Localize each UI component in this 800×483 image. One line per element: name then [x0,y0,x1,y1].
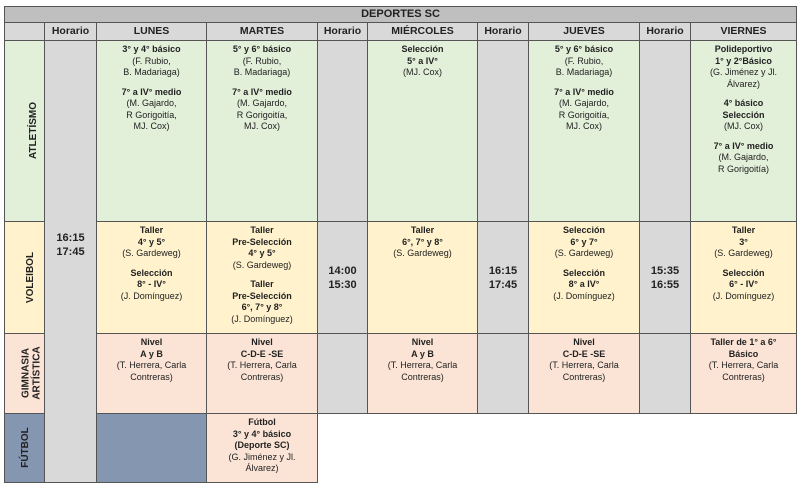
activity-title: 5° a IV° [407,55,438,66]
horario-miercoles-top [318,41,368,222]
activity-block [531,225,637,260]
activity-title: Taller [139,225,164,235]
activity-title: A y B [140,348,163,359]
cell-atletismo-jueves [529,41,640,222]
activity-title: Taller [250,279,274,289]
header-viernes: VIERNES [691,23,797,41]
table-title: DEPORTES SC [5,7,797,23]
activity-title: 3° y 4° básico [122,44,181,54]
activity-block [99,337,204,383]
time-start-viernes: 15:35 [650,264,680,277]
activity-title: 7° a IV° medio [554,86,614,97]
activity-title: Básico [728,348,759,359]
activity-title: Pre-Selección [232,236,292,247]
activity-title: A y B [411,348,434,359]
activity-title: Taller [250,225,274,235]
activity-instructor: (T. Herrera, Carla [387,360,458,370]
activity-title: Selección [562,225,606,235]
schedule-table [4,6,797,483]
activity-title: C-D-E -SE [240,348,284,359]
activity-instructor: (G. Jiménez y Jl. [228,451,296,462]
activity-block [531,87,637,133]
activity-block [531,44,637,79]
activity-title: Selección [401,44,444,54]
activity-instructor: (F. Rubio, [564,55,604,66]
activity-title: Polideportivo [714,44,773,54]
time-end-miercoles: 15:30 [328,278,357,291]
activity-instructor: (M. Gajardo, [558,98,609,108]
activity-instructor: (T. Herrera, Carla [708,360,779,370]
activity-title: 8° a IV° [568,279,600,289]
sport-label-voleibol [5,222,45,334]
activity-instructor: (M. Gajardo, [718,152,769,162]
activity-instructor: B. Madariaga) [555,67,613,77]
activity-title: Selección [722,267,765,278]
activity-instructor: (M. Gajardo, [126,98,177,108]
activity-instructor: (S. Gardeweg) [714,248,773,258]
activity-block [531,337,637,383]
activity-title: 1° y 2°Básico [715,55,772,66]
time-end-lunes-martes: 17:45 [56,246,85,258]
header-martes: MARTES [207,23,318,41]
header-horario-1: Horario [45,23,97,41]
activity-title: Fútbol [248,417,276,427]
activity-block [370,337,475,383]
activity-instructor: B. Madariaga) [233,67,291,77]
cell-voleibol-martes [207,222,318,334]
header-miercoles: MIÉRCOLES [368,23,478,41]
horario-miercoles [318,222,368,334]
header-lunes: LUNES [97,23,207,41]
horario-viernes [640,222,691,334]
cell-atletismo-lunes [97,41,207,222]
activity-title: 8° - IV° [137,279,166,289]
activity-title: Taller [731,225,756,235]
sport-name-gimnasia: GIMNASIA ARTÍSTICA [20,346,43,400]
activity-instructor: Contreras) [240,371,284,382]
activity-instructor: (S. Gardeweg) [122,248,181,258]
activity-instructor: (J. Domínguez) [712,290,775,301]
sport-name-atletismo: ATLETÍSMO [28,102,40,160]
activity-instructor: (T. Herrera, Carla [116,360,187,370]
activity-instructor: MJ. Cox) [566,121,602,131]
activity-title: 6° - IV° [729,279,758,289]
activity-instructor: (J. Domínguez) [553,290,615,301]
activity-instructor: R Gorigoitía, [558,109,610,120]
horario-jueves-top [478,41,529,222]
activity-instructor: MJ. Cox) [244,121,280,131]
cell-atletismo-viernes [691,41,797,222]
title-row [5,7,797,23]
activity-instructor: MJ. Cox) [133,121,170,131]
activity-block [99,268,204,303]
sport-name-futbol: FÚTBOL [19,427,31,469]
cell-voleibol-viernes [691,222,797,334]
activity-instructor: Álvarez) [727,78,761,89]
sport-name-voleibol: VOLEIBOL [25,251,37,303]
header-horario-2: Horario [318,23,368,41]
activity-title: Nivel [573,337,595,347]
activity-instructor: (M. Gajardo, [236,98,287,108]
row-futbol [5,414,797,483]
cell-atletismo-martes [207,41,318,222]
time-end-jueves: 17:45 [488,278,518,291]
activity-instructor: R Gorigoitía, [126,109,177,120]
activity-block [209,44,315,79]
activity-title: 4° y 5° [137,236,166,247]
activity-instructor: (MJ. Cox) [403,67,442,77]
activity-title: C-D-E -SE [562,348,606,359]
activity-title: (Deporte SC) [234,440,290,450]
activity-block [693,268,794,303]
time-start-miercoles: 14:00 [328,264,357,277]
time-end-viernes: 16:55 [650,278,680,291]
activity-block [99,225,204,260]
activity-title: 6° y 7° [570,236,598,247]
horario-lunes-martes [45,41,97,483]
activity-instructor: (J. Domínguez) [120,290,183,301]
header-horario-3: Horario [478,23,529,41]
activity-instructor: Contreras) [562,371,606,382]
horario-jueves [478,222,529,334]
horario-viernes-top [640,41,691,222]
activity-block [693,141,794,176]
activity-block [693,98,794,133]
activity-block [209,417,315,475]
activity-instructor: B. Madariaga) [123,67,180,77]
activity-block [531,268,637,303]
activity-block [693,225,794,260]
horario-miercoles-bottom [318,334,368,414]
cell-gimnasia-viernes [691,334,797,414]
horario-viernes-bottom [640,334,691,414]
time-start-jueves: 16:15 [488,264,518,277]
activity-title: 7° a IV° medio [713,140,774,151]
row-gimnasia [5,334,797,414]
activity-title: Nivel [251,337,273,347]
activity-instructor: Álvarez) [245,463,279,473]
header-blank [5,23,45,41]
activity-title: 5° y 6° básico [554,44,614,54]
activity-instructor: (T. Herrera, Carla [549,360,619,370]
activity-title: Nivel [411,337,434,347]
sport-label-atletismo [5,41,45,222]
header-horario-4: Horario [640,23,691,41]
activity-title: 3° [739,236,748,247]
sport-label-futbol [5,414,45,483]
horario-jueves-bottom [478,334,529,414]
row-voleibol [5,222,797,334]
activity-block [99,87,204,133]
activity-instructor: (F. Rubio, [132,55,171,66]
activity-instructor: (F. Rubio, [242,55,282,66]
activity-instructor: (S. Gardeweg) [393,248,452,258]
activity-instructor: (J. Domínguez) [231,313,293,324]
activity-title: 7° a IV° medio [232,86,292,97]
cell-voleibol-jueves [529,222,640,334]
activity-instructor: (G. Jiménez y Jl. [710,67,778,77]
cell-gimnasia-jueves [529,334,640,414]
cell-voleibol-miercoles [368,222,478,334]
cell-gimnasia-lunes [97,334,207,414]
activity-title: Taller de 1° a 6° [710,337,777,347]
cell-atletismo-miercoles [368,41,478,222]
cell-futbol-lunes [97,414,207,483]
activity-instructor: (S. Gardeweg) [554,248,614,258]
empty-area [318,414,797,483]
activity-instructor: (T. Herrera, Carla [227,360,297,370]
activity-block [209,279,315,325]
activity-title: 4° básico [723,98,764,108]
activity-block [99,44,204,79]
activity-block [209,337,315,383]
activity-instructor: R Gorigoitía, [236,109,288,120]
activity-block [370,225,475,260]
time-start-lunes-martes: 16:15 [56,232,85,244]
cell-futbol-martes [207,414,318,483]
activity-instructor: (S. Gardeweg) [232,259,292,270]
activity-instructor: Contreras) [722,371,765,382]
activity-block [209,87,315,133]
activity-instructor: R Gorigoitía) [717,163,770,174]
activity-title: 7° a IV° medio [121,86,182,97]
activity-title: Nivel [140,337,163,347]
cell-voleibol-lunes [97,222,207,334]
header-jueves: JUEVES [529,23,640,41]
activity-title: 5° y 6° básico [232,44,292,54]
activity-block [370,44,475,79]
activity-title: Selección [130,267,173,278]
cell-gimnasia-miercoles [368,334,478,414]
activity-title: 4° y 5° [248,248,276,258]
activity-instructor: Contreras) [401,371,444,382]
activity-title: Selección [562,267,606,278]
sport-label-gimnasia [5,334,45,414]
activity-instructor: Contreras) [130,371,173,382]
activity-block [693,337,794,383]
activity-block [209,225,315,271]
activity-title: Selección [722,109,765,120]
row-atletismo [5,41,797,222]
activity-title: Pre-Selección [232,290,292,301]
activity-instructor: (MJ. Cox) [724,121,763,131]
activity-title: Taller [410,225,435,235]
header-row [5,23,797,41]
activity-block [693,44,794,90]
activity-title: 6°, 7° y 8° [241,302,283,312]
activity-title: 6°, 7° y 8° [402,236,443,247]
cell-gimnasia-martes [207,334,318,414]
activity-title: 3° y 4° básico [232,428,292,439]
